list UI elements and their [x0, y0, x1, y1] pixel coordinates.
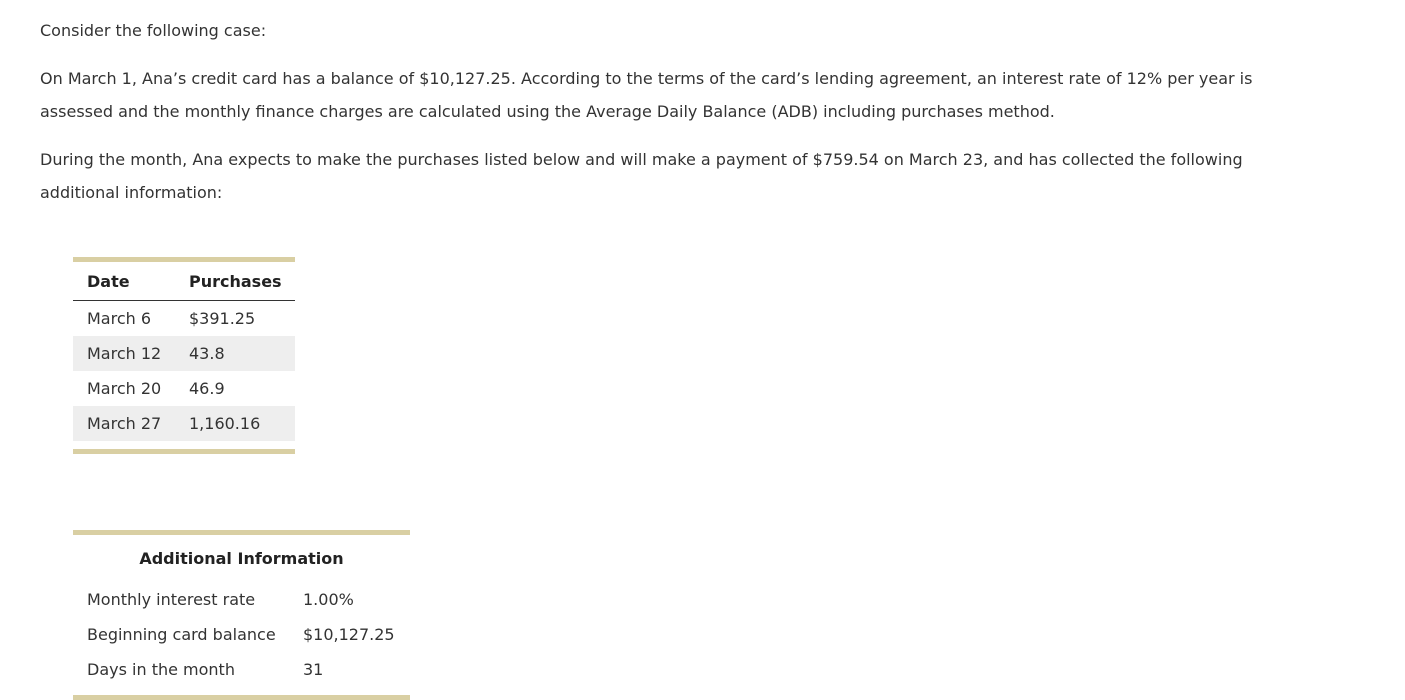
- table-row: [73, 617, 410, 652]
- info-label: Days in the month: [87, 660, 235, 679]
- table-spacer: [73, 687, 410, 695]
- info-bottom-rule: [73, 695, 410, 700]
- purchase-date: March 20: [87, 379, 162, 398]
- table-row: [73, 406, 295, 441]
- table-row: [73, 582, 410, 617]
- purchase-date: March 6: [87, 309, 152, 328]
- info-label: Monthly interest rate: [87, 590, 256, 609]
- table-bottom-rule: [73, 449, 295, 454]
- purchase-date: March 27: [73, 406, 175, 441]
- purchase-amount: 1,160.16: [175, 406, 295, 441]
- table-row: [73, 336, 295, 371]
- info-value: 31: [303, 660, 324, 679]
- additional-info-table: [73, 530, 410, 700]
- purchase-amount: $391.25: [189, 309, 256, 328]
- purchase-amount: 46.9: [189, 379, 225, 398]
- info-label: Beginning card balance: [87, 625, 276, 644]
- case-paragraph-purchases: During the month, Ana expects to make the purchases listed below and will make a payment of $759.54 on March 23, and has collected the following additional information:: [40, 150, 1243, 202]
- info-value: 1.00%: [303, 590, 354, 609]
- info-value: $10,127.25: [303, 625, 395, 644]
- purchase-amount: 43.8: [175, 336, 295, 371]
- table-header-row: [73, 262, 295, 301]
- column-header-purchases: Purchases: [175, 262, 295, 301]
- purchase-date: March 12: [73, 336, 175, 371]
- table-row: [73, 371, 295, 406]
- intro-text: Consider the following case:: [40, 21, 267, 40]
- table-spacer: [73, 441, 295, 449]
- table-row: [73, 652, 410, 687]
- info-title: Additional Information: [139, 549, 344, 568]
- purchases-table: [73, 257, 295, 454]
- column-header-date: Date: [73, 262, 175, 301]
- case-paragraph-balance: On March 1, Ana’s credit card has a balance of $10,127.25. According to the terms of the card’s lending agreement, an interest rate of 12% per year is assessed and the monthly finance charges are calculated using the Average Daily Balance (ADB) including purchases method.: [40, 69, 1253, 121]
- table-row: [73, 301, 295, 337]
